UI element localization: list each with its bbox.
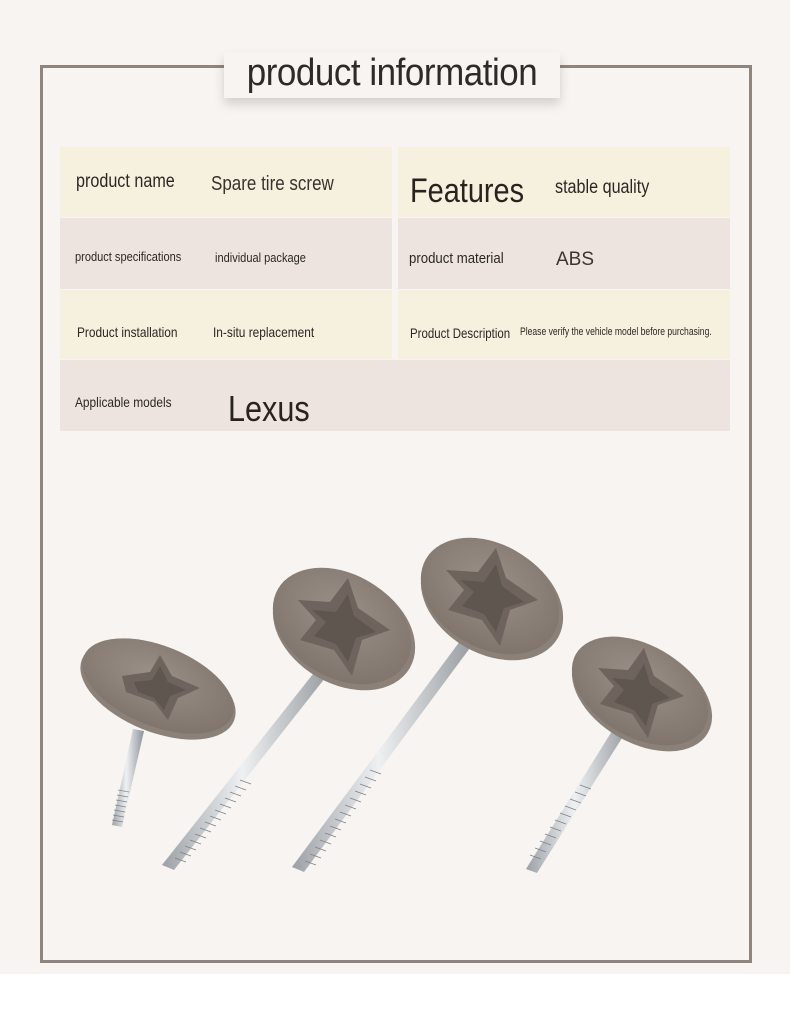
spare-tire-screws-photo	[60, 440, 730, 940]
spec-cell-features	[398, 147, 730, 217]
spec-label: Applicable models	[75, 394, 172, 410]
spec-label: product material	[409, 250, 504, 267]
spec-label: product specifications	[75, 249, 182, 264]
spec-label: product name	[76, 171, 175, 192]
spec-label: Features	[410, 172, 525, 210]
spec-value: In-situ replacement	[213, 324, 315, 340]
spec-value: stable quality	[555, 177, 650, 198]
spec-cell-description	[398, 290, 730, 359]
spec-value: individual package	[215, 250, 306, 265]
spec-value: ABS	[556, 249, 595, 270]
screw-4	[526, 614, 732, 873]
spec-value: Lexus	[228, 388, 310, 429]
screw-3	[292, 514, 585, 872]
product-image	[60, 440, 730, 940]
spec-label: Product installation	[77, 324, 178, 340]
spec-cell-product-name	[60, 147, 392, 217]
spec-cell-material	[398, 218, 730, 289]
spec-cell-installation	[60, 290, 392, 359]
spec-cell-specifications	[60, 218, 392, 289]
spec-value: Please verify the vehicle model before purchasing.	[520, 326, 712, 338]
spec-value: Spare tire screw	[211, 173, 334, 195]
spec-cell-applicable-models	[60, 360, 730, 431]
spec-label: Product Description	[410, 325, 511, 341]
page-title: product information	[246, 52, 538, 94]
